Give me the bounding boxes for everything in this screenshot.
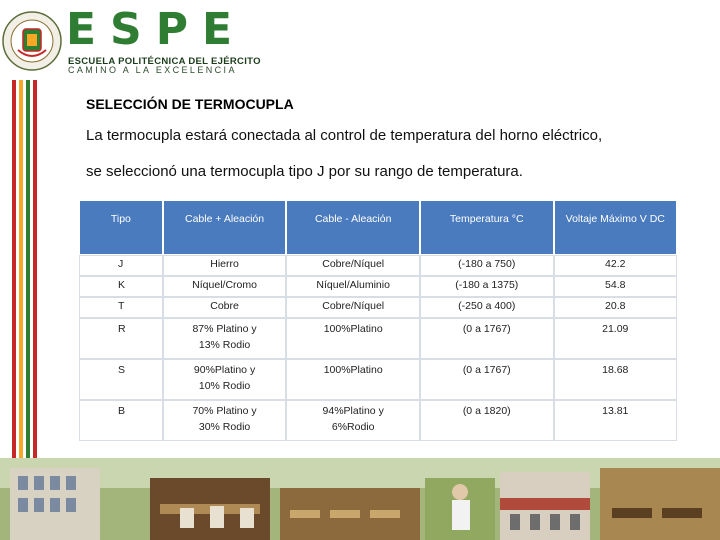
col-header-cable-plus: Cable + Aleación <box>164 201 286 254</box>
cell-line: 90%Platino y <box>193 364 256 376</box>
cell-voltage: 20.8 <box>555 298 676 317</box>
stripe-yellow <box>19 80 23 458</box>
cell-cable-minus: Cobre/Níquel <box>287 256 419 275</box>
col-header-tipo: Tipo <box>80 201 162 254</box>
cell-line: 10% Rodio <box>198 380 251 392</box>
cell-voltage: 13.81 <box>555 401 676 440</box>
table-row <box>80 298 676 317</box>
cell-temperature: (0 a 1767) <box>421 319 553 358</box>
header <box>0 0 720 80</box>
table-row <box>80 360 676 399</box>
cell-tipo: J <box>80 256 162 275</box>
thermocouple-table <box>78 199 678 442</box>
description-line-1: La termocupla estará conectada al control de temperatura del horno eléctrico, <box>86 127 603 144</box>
cell-tipo: S <box>80 360 162 399</box>
cell-temperature: (0 a 1820) <box>421 401 553 440</box>
stripe-red-2 <box>33 80 37 458</box>
cell-voltage: 21.09 <box>555 319 676 358</box>
cell-cable-plus: Níquel/Cromo <box>164 277 286 296</box>
table-row <box>80 319 676 358</box>
cell-cable-minus: 100%Platino <box>287 360 419 399</box>
page-heading: SELECCIÓN DE TERMOCUPLA <box>86 96 294 112</box>
cell-voltage: 54.8 <box>555 277 676 296</box>
cell-cable-plus: Cobre <box>164 298 286 317</box>
cell-cable-plus <box>164 401 286 440</box>
col-header-temperature: Temperatura °C <box>421 201 553 254</box>
stripe-red <box>12 80 16 458</box>
institution-name: ESCUELA POLITÉCNICA DEL EJÉRCITO <box>68 56 261 67</box>
cell-cable-minus: Cobre/Níquel <box>287 298 419 317</box>
cell-line: 87% Platino y <box>192 323 257 335</box>
cell-cable-minus: 100%Platino <box>287 319 419 358</box>
description-line-2: se seleccionó una termocupla tipo J por su rango de temperatura. <box>86 163 523 180</box>
institution-motto: CAMINO A LA EXCELENCIA <box>68 65 237 75</box>
cell-cable-plus: Hierro <box>164 256 286 275</box>
cell-line: 30% Rodio <box>198 421 251 433</box>
cell-cable-plus <box>164 319 286 358</box>
cell-temperature: (-180 a 750) <box>421 256 553 275</box>
espe-wordmark: ESPE <box>66 4 247 55</box>
campus-photo-illustration <box>0 458 720 540</box>
cell-temperature: (0 a 1767) <box>421 360 553 399</box>
cell-cable-minus <box>287 401 419 440</box>
cell-cable-plus <box>164 360 286 399</box>
cell-line: 70% Platino y <box>192 405 257 417</box>
cell-line: 94%Platino y <box>322 405 384 417</box>
cell-voltage: 42.2 <box>555 256 676 275</box>
cell-voltage: 18.68 <box>555 360 676 399</box>
cell-tipo: T <box>80 298 162 317</box>
campus-photo-strip <box>0 458 720 540</box>
cell-line: 6%Rodio <box>331 421 375 433</box>
cell-tipo: B <box>80 401 162 440</box>
cell-temperature: (-180 a 1375) <box>421 277 553 296</box>
cell-temperature: (-250 a 400) <box>421 298 553 317</box>
stripe-green <box>26 80 30 458</box>
cell-tipo: K <box>80 277 162 296</box>
espe-seal-logo <box>2 10 62 72</box>
cell-cable-minus: Níquel/Aluminio <box>287 277 419 296</box>
col-header-cable-minus: Cable - Aleación <box>287 201 419 254</box>
table-row <box>80 401 676 440</box>
col-header-voltage: Voltaje Máximo V DC <box>555 201 676 254</box>
decorative-stripes <box>12 80 52 458</box>
cell-line: 13% Rodio <box>198 339 251 351</box>
cell-tipo: R <box>80 319 162 358</box>
table-row <box>80 277 676 296</box>
table-header-row <box>80 201 676 254</box>
table-row <box>80 256 676 275</box>
